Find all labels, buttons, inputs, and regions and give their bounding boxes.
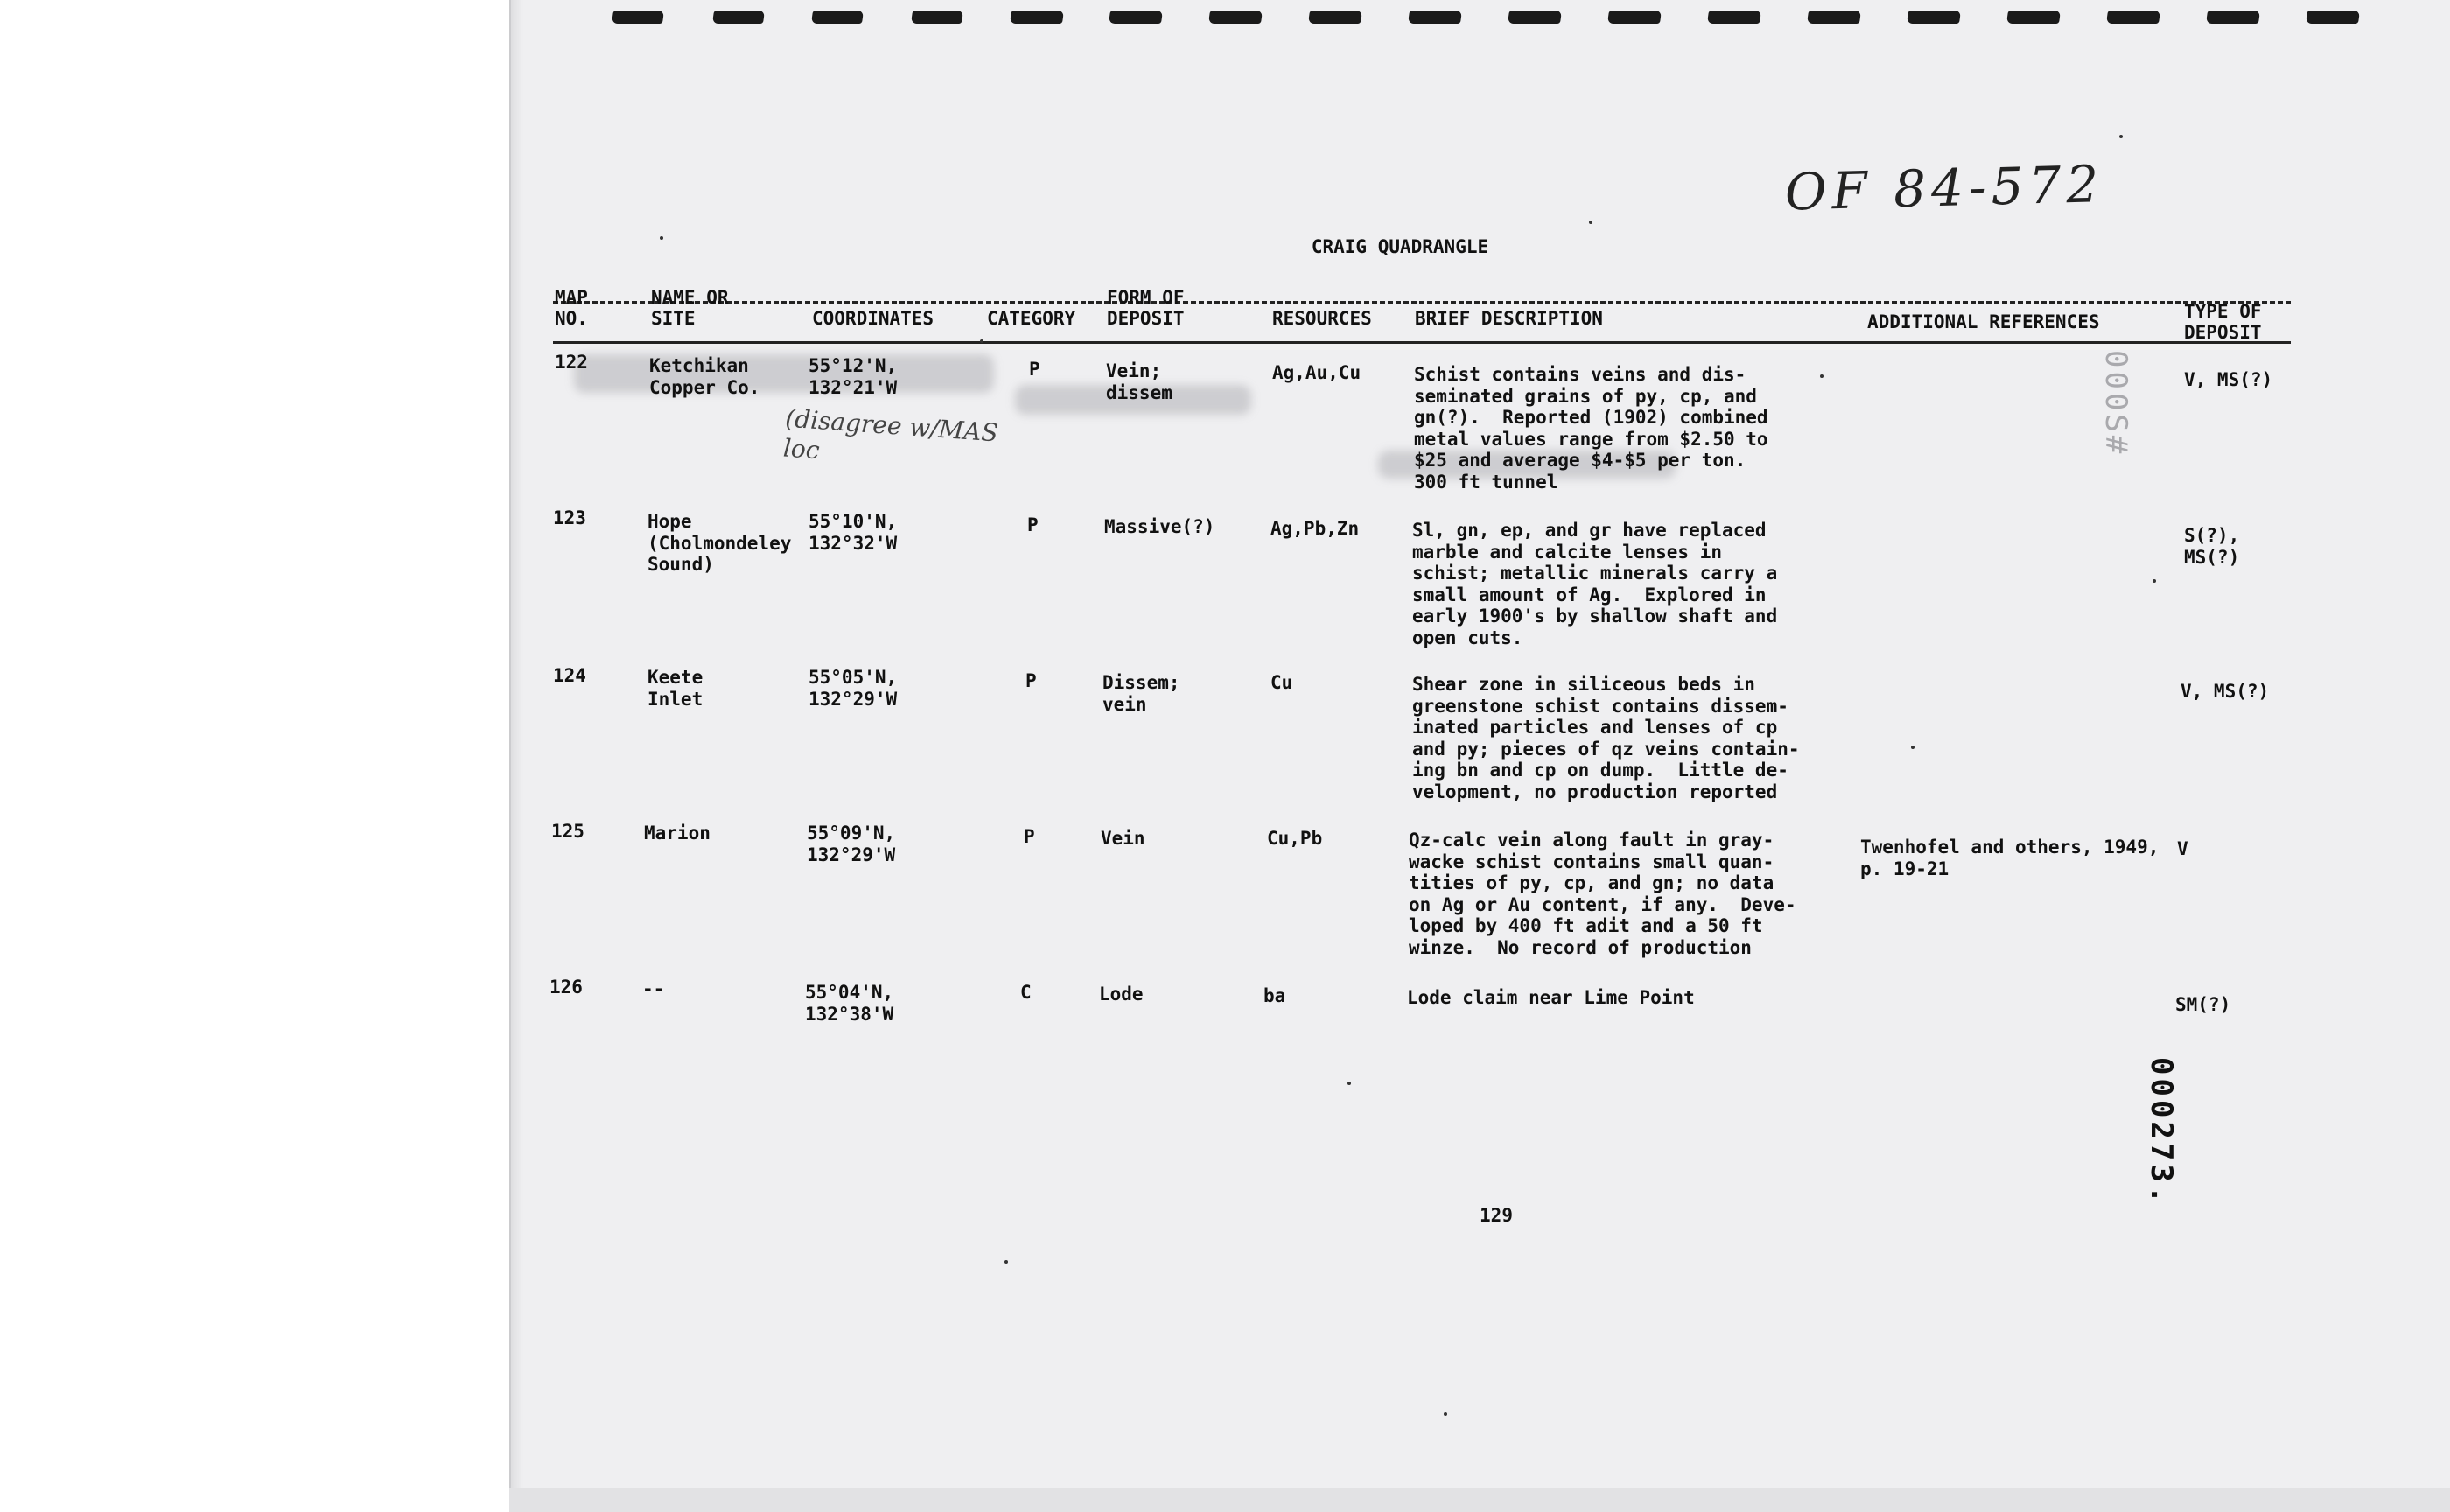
page-edge-shadow bbox=[509, 0, 523, 1512]
binding-hole bbox=[811, 10, 864, 24]
speck bbox=[2119, 135, 2123, 138]
binding-hole bbox=[712, 10, 765, 24]
cell-resources: Cu bbox=[1270, 672, 1293, 693]
cell-description: Schist contains veins and dis- seminated grains of py, cp, and gn(?). Reported (1902) combined metal values range from $2.50 to $25 and average $4-$5 per ton. 300 ft tunnel bbox=[1414, 364, 1768, 493]
speck bbox=[1348, 1082, 1351, 1085]
cell-form: Massive(?) bbox=[1104, 516, 1215, 537]
page-bottom-band bbox=[509, 1488, 2450, 1512]
header-resources: RESOURCES bbox=[1272, 308, 1372, 329]
cell-map-no: 122 bbox=[555, 352, 588, 373]
header-name-site: NAME OR SITE bbox=[651, 287, 729, 329]
cell-type: S(?), MS(?) bbox=[2184, 525, 2240, 568]
cell-category: P bbox=[1024, 826, 1035, 847]
cell-form: Lode bbox=[1099, 984, 1144, 1004]
header-additional-references: ADDITIONAL REFERENCES bbox=[1867, 312, 2100, 332]
cell-resources: ba bbox=[1264, 985, 1286, 1006]
binding-hole bbox=[911, 10, 963, 24]
binding-holes bbox=[612, 10, 2398, 28]
header-form-of-deposit: FORM OF DEPOSIT bbox=[1107, 287, 1185, 329]
cell-description: Sl, gn, ep, and gr have replaced marble and calcite lenses in schist; metallic minerals carry a small amount of Ag. Explored in early 1900's by shallow shaft and open cuts. bbox=[1412, 520, 1778, 648]
binding-hole bbox=[1408, 10, 1462, 24]
cell-name: -- bbox=[642, 978, 665, 999]
table-top-rule bbox=[553, 301, 2291, 304]
cell-form: Vein; dissem bbox=[1106, 360, 1172, 403]
cell-coordinates: 55°09'N, 132°29'W bbox=[807, 822, 896, 865]
binding-hole bbox=[612, 10, 664, 24]
speck bbox=[1004, 1260, 1008, 1264]
document-stamp: 000273. bbox=[2144, 1057, 2179, 1208]
header-coordinates: COORDINATES bbox=[812, 308, 934, 329]
cell-description: Lode claim near Lime Point bbox=[1407, 987, 1695, 1008]
cell-coordinates: 55°05'N, 132°29'W bbox=[808, 667, 898, 710]
cell-resources: Ag,Au,Cu bbox=[1272, 362, 1362, 383]
cell-map-no: 126 bbox=[550, 976, 583, 998]
cell-category: P bbox=[1027, 514, 1039, 536]
cell-resources: Cu,Pb bbox=[1267, 828, 1323, 849]
handwritten-report-number: OF 84-572 bbox=[1784, 154, 2105, 222]
cell-description: Qz-calc vein along fault in gray- wacke schist contains small quan- tities of py, cp, and gn; no data on Ag or Au content, if any. Deve- loped by 400 ft adit and a 50 ft winze. No record of production bbox=[1409, 830, 1796, 958]
cell-description: Shear zone in siliceous beds in greenstone schist contains dissem- inated particles and lenses of cp and py; pieces of qz veins contain- ing bn and cp on dump. Little de- velopment, no production reported bbox=[1412, 674, 1800, 802]
binding-hole bbox=[1010, 10, 1064, 24]
speck bbox=[1911, 746, 1914, 749]
binding-hole bbox=[2106, 10, 2160, 24]
binding-hole bbox=[1807, 10, 1861, 24]
cell-form: Dissem; vein bbox=[1102, 672, 1180, 715]
cell-coordinates: 55°10'N, 132°32'W bbox=[808, 511, 898, 554]
binding-hole bbox=[2206, 10, 2260, 24]
binding-hole bbox=[1308, 10, 1362, 24]
cell-resources: Ag,Pb,Zn bbox=[1270, 518, 1360, 539]
speck bbox=[2152, 579, 2156, 583]
cell-name: Hope (Cholmondeley Sound) bbox=[648, 511, 792, 575]
header-map-no: MAP NO. bbox=[555, 287, 588, 329]
cell-name: Ketchikan Copper Co. bbox=[649, 355, 760, 398]
cell-coordinates: 55°12'N, 132°21'W bbox=[808, 355, 898, 398]
cell-category: P bbox=[1029, 359, 1040, 380]
cell-map-no: 123 bbox=[553, 508, 586, 528]
cell-type: V, MS(?) bbox=[2180, 681, 2270, 702]
cell-type: V, MS(?) bbox=[2184, 369, 2273, 390]
binding-hole bbox=[1109, 10, 1163, 24]
binding-hole bbox=[2306, 10, 2360, 24]
cell-type: V bbox=[2177, 838, 2188, 859]
highlight-smudge bbox=[574, 354, 994, 393]
cell-name: Marion bbox=[644, 822, 710, 844]
speck bbox=[1444, 1412, 1447, 1416]
cell-category: P bbox=[1026, 670, 1037, 691]
binding-hole bbox=[2006, 10, 2061, 24]
cell-map-no: 124 bbox=[553, 665, 586, 686]
binding-hole bbox=[1907, 10, 1961, 24]
speck bbox=[980, 340, 984, 343]
handwritten-annotation: (disagree w/MAS loc bbox=[781, 403, 999, 466]
cell-coordinates: 55°04'N, 132°38'W bbox=[805, 982, 894, 1025]
table-header-rule bbox=[553, 341, 2291, 344]
binding-hole bbox=[1208, 10, 1263, 24]
cell-type: SM(?) bbox=[2175, 994, 2231, 1015]
cell-map-no: 125 bbox=[551, 821, 584, 842]
binding-hole bbox=[1707, 10, 1761, 24]
speck bbox=[1589, 220, 1592, 224]
cell-name: Keete Inlet bbox=[648, 667, 704, 710]
speck bbox=[1820, 374, 1824, 378]
binding-hole bbox=[1508, 10, 1562, 24]
cell-form: Vein bbox=[1101, 828, 1145, 849]
cell-category: C bbox=[1020, 982, 1032, 1003]
speck bbox=[660, 236, 663, 240]
page-title: CRAIG QUADRANGLE bbox=[1311, 236, 1489, 257]
page-number: 129 bbox=[1480, 1205, 1513, 1226]
cell-references: Twenhofel and others, 1949, p. 19-21 bbox=[1860, 836, 2160, 879]
header-type-of-deposit: TYPE OF DEPOSIT bbox=[2184, 301, 2262, 343]
header-brief-description: BRIEF DESCRIPTION bbox=[1415, 308, 1603, 329]
header-category: CATEGORY bbox=[987, 308, 1076, 329]
faint-document-stamp: 000S# bbox=[2098, 350, 2133, 458]
binding-hole bbox=[1607, 10, 1662, 24]
